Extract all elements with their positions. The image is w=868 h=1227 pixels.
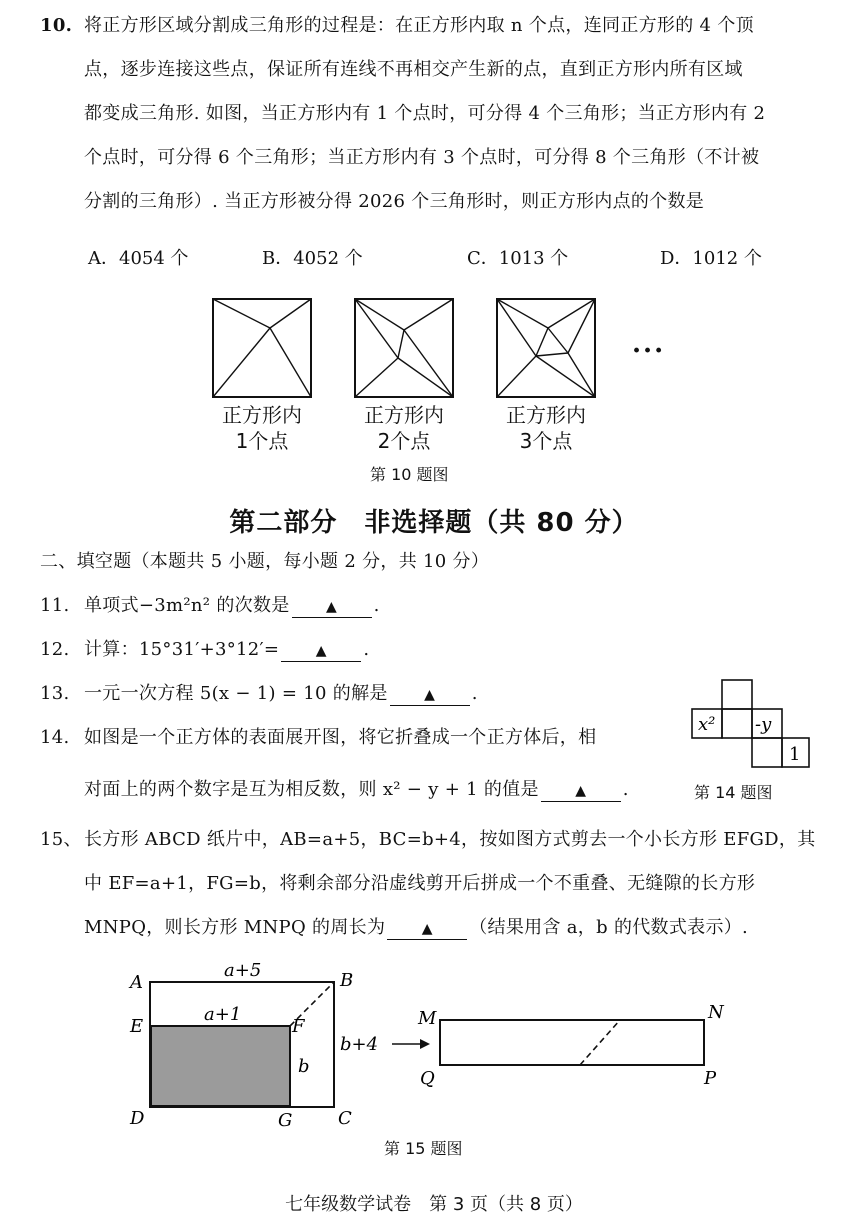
cell-neg-y: -y: [755, 714, 772, 735]
triangle-icon: ▲: [421, 921, 433, 937]
question-text: 计算：15°31′+3°12′=: [84, 639, 280, 660]
question-text: 一元一次方程 5(x − 1) = 10 的解是: [84, 683, 388, 704]
question-10: [40, 4, 840, 224]
svg-text:D: D: [130, 1108, 145, 1129]
svg-text:b+4: b+4: [340, 1034, 379, 1055]
question-line: 如图是一个正方体的表面展开图，将它折叠成一个正方体后，相: [84, 727, 597, 748]
svg-text:a+1: a+1: [204, 1004, 242, 1025]
svg-text:P: P: [704, 1068, 717, 1089]
question-line: 将正方形区域分割成三角形的过程是：在正方形内取 n 个点，连同正方形的 4 个顶: [84, 15, 754, 36]
answer-blank: [281, 640, 361, 662]
question-line: 长方形 ABCD 纸片中，AB=a+5，BC=b+4，按如图方式剪去一个小长方形 EFGD，其: [84, 829, 816, 850]
cell-x-squared: x²: [698, 714, 716, 735]
question-number: 13.: [40, 683, 70, 704]
figure-label-1: 正方形内 1个点: [222, 403, 302, 453]
part-title: 第二部分 非选择题（共 80 分）: [229, 508, 639, 538]
svg-text:N: N: [708, 1002, 724, 1023]
answer-blank: [390, 684, 470, 706]
answer-blank: [541, 780, 621, 802]
triangle-icon: ▲: [424, 687, 436, 703]
figure-caption-10: 第 10 题图: [370, 465, 449, 484]
question-number: 15、: [40, 829, 82, 850]
question-number: 11.: [40, 595, 70, 616]
answer-blank: [292, 596, 372, 618]
answer-blank: [387, 918, 467, 940]
question-text: 单项式−3m²n² 的次数是: [84, 595, 290, 616]
question-line: （结果用含 a，b 的代数式表示）.: [469, 917, 749, 938]
figure-label-3: 正方形内 3个点: [506, 403, 586, 453]
question-line: 对面上的两个数字是互为相反数，则 x² − y + 1 的值是: [84, 779, 539, 800]
svg-text:a+5: a+5: [224, 960, 262, 981]
cube-net-figure: [692, 680, 812, 770]
triangle-icon: ▲: [326, 599, 338, 615]
figure-caption-14: 第 14 题图: [694, 783, 773, 802]
triangle-icon: ▲: [575, 783, 587, 799]
question-15: [40, 818, 840, 950]
question-number: 14.: [40, 727, 70, 748]
question-number: 10.: [40, 15, 73, 36]
svg-text:Q: Q: [420, 1068, 435, 1089]
svg-text:E: E: [130, 1016, 144, 1037]
option-b: B．4052 个: [262, 248, 363, 269]
square-3-points-figure: [496, 298, 596, 398]
option-c: C．1013 个: [467, 248, 569, 269]
question-14: 14. 如图是一个正方体的表面展开图，将它折叠成一个正方体后，相 对面上的两个数字是互为相反数，则 x² − y + 1 的值是 ▲ .: [40, 716, 660, 812]
figure-label-2: 正方形内 2个点: [364, 403, 444, 453]
triangle-icon: ▲: [315, 643, 327, 659]
ellipsis: ···: [632, 336, 666, 366]
svg-text:B: B: [340, 970, 354, 991]
arrow-icon: [420, 1039, 430, 1049]
svg-text:C: C: [338, 1108, 352, 1129]
svg-text:b: b: [298, 1056, 310, 1077]
question-line: MNPQ，则长方形 MNPQ 的周长为: [84, 917, 386, 938]
svg-text:F: F: [292, 1016, 305, 1037]
cell-one: 1: [789, 744, 801, 765]
question-line: 个点时，可分得 6 个三角形；当正方形内有 3 个点时，可分得 8 个三角形（不计被: [84, 147, 760, 168]
section-heading: 二、填空题（本题共 5 小题，每小题 2 分，共 10 分）: [40, 551, 490, 572]
svg-text:A: A: [130, 972, 143, 993]
question-11: 11. 单项式−3m²n² 的次数是 ▲ .: [40, 584, 380, 628]
svg-text:M: M: [418, 1008, 437, 1029]
square-2-points-figure: [354, 298, 454, 398]
option-a: A．4054 个: [88, 248, 189, 269]
page-footer: 七年级数学试卷 第 3 页（共 8 页）: [285, 1194, 583, 1215]
option-d: D．1012 个: [660, 248, 762, 269]
figure-caption-15: 第 15 题图: [384, 1139, 463, 1158]
svg-text:G: G: [278, 1110, 293, 1131]
square-1-point-figure: [212, 298, 312, 398]
question-line: 分割的三角形）. 当正方形被分得 2026 个三角形时，则正方形内点的个数是: [84, 191, 705, 212]
question-line: 都变成三角形. 如图，当正方形内有 1 个点时，可分得 4 个三角形；当正方形内有 2: [84, 103, 766, 124]
rectangle-cut-figure: [120, 956, 740, 1136]
question-line: 中 EF=a+1，FG=b，将剩余部分沿虚线剪开后拼成一个不重叠、无缝隙的长方形: [84, 873, 756, 894]
question-13: 13. 一元一次方程 5(x − 1) = 10 的解是 ▲ .: [40, 672, 478, 716]
question-12: 12. 计算：15°31′+3°12′= ▲ .: [40, 628, 369, 672]
question-number: 12.: [40, 639, 70, 660]
question-line: 点，逐步连接这些点，保证所有连线不再相交产生新的点，直到正方形内所有区域: [84, 59, 743, 80]
